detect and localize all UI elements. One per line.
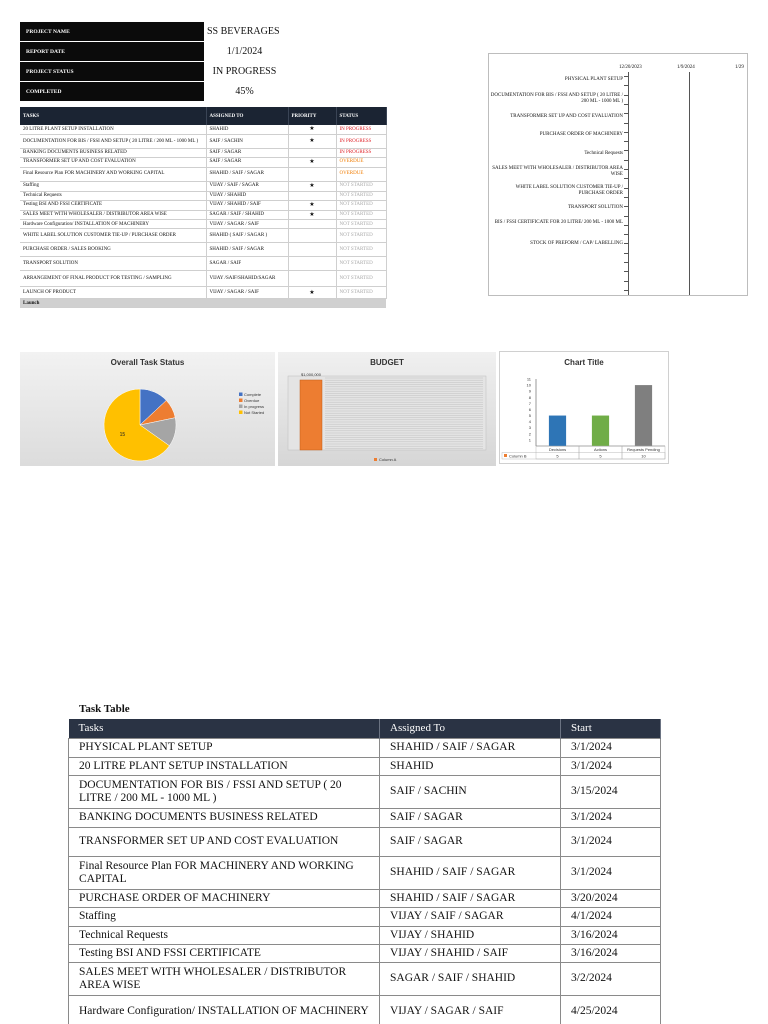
task-status-header-row — [20, 107, 386, 125]
assigned-cell: VIJAY / SAIF / SAGAR — [206, 181, 288, 191]
task-cell: Final Resource Plan FOR MACHINERY AND WORKING CAPITAL — [20, 167, 206, 181]
overall-task-status-chart[interactable] — [20, 352, 275, 466]
task-cell: Final Resource Plan FOR MACHINERY AND WORKING CAPITAL — [69, 856, 380, 889]
gantt-tick — [624, 160, 628, 161]
gantt-task-label: WHITE LABEL SOLUTION CUSTOMER TIE-UP / PURCHASE ORDER — [515, 185, 623, 196]
bar-y-tick-label: 9 — [528, 388, 531, 394]
status-cell: NOT STARTED — [336, 271, 386, 287]
task-table-row[interactable] — [69, 808, 661, 827]
status-cell: OVERDUE — [336, 167, 386, 181]
gantt-tick — [624, 132, 628, 133]
task-row[interactable] — [20, 257, 386, 271]
pie-data-label: 15 — [119, 432, 126, 439]
status-cell: NOT STARTED — [336, 210, 386, 220]
start-date-cell: 3/1/2024 — [561, 808, 661, 827]
task-cell: Testing BSI AND FSSI CERTIFICATE — [69, 944, 380, 962]
gantt-tick — [624, 216, 628, 217]
gantt-task-label: TRANSFORMER SET UP AND COST EVALUATION — [510, 114, 623, 119]
task-table-title: Task Table — [79, 703, 130, 715]
bar — [635, 385, 652, 446]
start-date-cell: 3/1/2024 — [561, 856, 661, 889]
completed-value[interactable]: 45% — [235, 86, 254, 97]
gantt-tick — [624, 178, 628, 179]
pie-legend-swatch — [239, 405, 243, 409]
priority-cell: ★ — [288, 210, 336, 220]
gantt-task-label: DOCUMENTATION FOR BIS / FSSI AND SETUP ( 20 LITRE / 200 ML - 1000 ML ) — [490, 93, 623, 104]
task-cell: PURCHASE ORDER OF MACHINERY — [69, 889, 380, 907]
budget-chart-svg — [278, 352, 496, 466]
task-cell: Technical Requests — [20, 191, 206, 200]
bar-chart-title: Chart Title — [564, 358, 604, 367]
assigned-cell: VIJAY /SAIF/SHAHID/SAGAR — [206, 271, 288, 287]
assigned-cell: SAGAR / SAIF — [206, 257, 288, 271]
priority-cell: ★ — [288, 181, 336, 191]
gantt-tick — [624, 169, 628, 170]
start-date-cell: 3/1/2024 — [561, 757, 661, 775]
task-table-row[interactable] — [69, 738, 661, 757]
assigned-cell: SAIF / SACHIN — [206, 134, 288, 148]
status-cell: NOT STARTED — [336, 181, 386, 191]
budget-data-label: $1,000,000 — [300, 372, 322, 377]
budget-legend-swatch — [374, 458, 377, 461]
task-cell: Technical Requests — [69, 926, 380, 944]
completed-label: COMPLETED — [20, 82, 204, 101]
bar-category-label: Requests Pending — [627, 447, 660, 452]
report-date-value[interactable]: 1/1/2024 — [226, 46, 263, 57]
bar-y-tick-label: 8 — [528, 394, 531, 400]
assigned-cell: SAIF / SACHIN — [380, 775, 561, 808]
start-date-cell: 3/20/2024 — [561, 889, 661, 907]
gantt-task-label: SALES MEET WITH WHOLESALER / DISTRIBUTOR AREA WISE — [492, 166, 623, 177]
task-row[interactable] — [20, 271, 386, 287]
assigned-cell: SAIF / SAGAR — [380, 808, 561, 827]
assigned-cell: SAIF / SAGAR — [206, 148, 288, 157]
gantt-tick — [624, 197, 628, 198]
start-date-cell: 3/2/2024 — [561, 962, 661, 995]
bar-y-tick-label: 5 — [528, 413, 531, 419]
task-table-row[interactable] — [69, 926, 661, 944]
bar-y-tick-label: 11 — [526, 376, 531, 382]
footer-launch-label: Launch — [20, 299, 386, 308]
gantt-tick — [624, 243, 628, 244]
task-cell: 20 LITRE PLANT SETUP INSTALLATION — [69, 757, 380, 775]
gantt-tick — [624, 206, 628, 207]
header-priority: PRIORITY — [288, 107, 336, 125]
budget-chart[interactable] — [278, 352, 496, 466]
status-cell: NOT STARTED — [336, 200, 386, 210]
gantt-axis — [628, 72, 629, 296]
priority-cell — [288, 191, 336, 200]
pie-legend-label: Overdue — [244, 398, 260, 403]
gantt-tick — [624, 95, 628, 96]
assigned-cell: VIJAY / SAGAR / SAIF — [206, 287, 288, 299]
task-table-row[interactable] — [69, 962, 661, 995]
priority-cell: ★ — [288, 287, 336, 299]
assigned-cell: SHAHID — [206, 125, 288, 134]
status-cell: OVERDUE — [336, 157, 386, 167]
assigned-cell: VIJAY / SHAHID — [380, 926, 561, 944]
assigned-cell: SAGAR / SAIF / SHAHID — [206, 210, 288, 220]
task-table-row[interactable] — [69, 907, 661, 926]
priority-cell: ★ — [288, 200, 336, 210]
status-cell: NOT STARTED — [336, 191, 386, 200]
gantt-tick — [624, 262, 628, 263]
project-info — [20, 22, 285, 102]
bar-category-label: Actions — [593, 447, 608, 452]
status-cell: NOT STARTED — [336, 257, 386, 271]
priority-cell — [288, 271, 336, 287]
bar-y-tick-label: 7 — [528, 400, 531, 406]
pie-legend-label: In progress — [244, 404, 265, 409]
assigned-cell: SHAHID / SAIF / SAGAR — [380, 856, 561, 889]
status-cell: NOT STARTED — [336, 287, 386, 299]
task-row[interactable] — [20, 181, 386, 191]
task-cell: SALES MEET WITH WHOLESALER / DISTRIBUTOR AREA WISE — [20, 210, 206, 220]
task-row[interactable] — [20, 229, 386, 243]
pie-legend-swatch — [239, 411, 243, 415]
header-tasks-2: Tasks — [69, 719, 380, 738]
task-table-row[interactable] — [69, 757, 661, 775]
task-cell: PURCHASE ORDER / SALES BOOKING — [20, 243, 206, 257]
task-cell: TRANSPORT SOLUTION — [20, 257, 206, 271]
gantt-tick — [624, 290, 628, 291]
task-cell: WHITE LABEL SOLUTION CUSTOMER TIE-UP / PURCHASE ORDER — [20, 229, 206, 243]
task-cell: TRANSFORMER SET UP AND COST EVALUATION — [69, 827, 380, 856]
gantt-task-label: PURCHASE ORDER OF MACHINERY — [539, 132, 623, 137]
task-cell: TRANSFORMER SET UP AND COST EVALUATION — [20, 157, 206, 167]
report-date-label: REPORT DATE — [20, 42, 204, 61]
budget-bar — [300, 380, 322, 450]
project-status-value[interactable]: IN PROGRESS — [212, 66, 277, 77]
gantt-tick — [624, 281, 628, 282]
gantt-tick — [624, 234, 628, 235]
task-row[interactable] — [20, 157, 386, 167]
bar-y-tick-label: 2 — [528, 431, 531, 437]
assigned-cell: VIJAY / SHAHID / SAIF — [380, 944, 561, 962]
priority-cell — [288, 220, 336, 229]
gantt-date-label: 1/9/2024 — [677, 65, 695, 70]
assigned-cell: VIJAY / SHAHID / SAIF — [206, 200, 288, 210]
project-name-row — [20, 22, 285, 42]
assigned-cell: SHAHID / SAIF / SAGAR — [380, 738, 561, 757]
gantt-task-label: TRANSPORT SOLUTION — [567, 205, 623, 210]
priority-cell — [288, 257, 336, 271]
task-row[interactable] — [20, 287, 386, 299]
project-status-label: PROJECT STATUS — [20, 62, 204, 81]
task-table — [68, 719, 661, 1024]
bar-data-value: 5 — [599, 453, 602, 459]
gantt-tick — [624, 85, 628, 86]
bar-category-label: Decisions — [548, 447, 567, 452]
task-table-body — [69, 738, 661, 1024]
bar-y-tick-label: 6 — [528, 406, 531, 412]
task-cell: SALES MEET WITH WHOLESALER / DISTRIBUTOR AREA WISE — [69, 962, 380, 995]
status-cell: IN PROGRESS — [336, 148, 386, 157]
gantt-tick — [624, 104, 628, 105]
start-date-cell: 4/25/2024 — [561, 995, 661, 1024]
gantt-gridline — [689, 72, 690, 296]
bar-data-value: 10 — [641, 453, 646, 459]
task-row[interactable] — [20, 134, 386, 148]
status-cell: IN PROGRESS — [336, 134, 386, 148]
status-cell: NOT STARTED — [336, 229, 386, 243]
assigned-cell: SHAHID / SAIF / SAGAR — [206, 243, 288, 257]
budget-legend-label: Column A — [379, 457, 397, 462]
task-cell: Staffing — [20, 181, 206, 191]
assigned-cell: VIJAY / SAGAR / SAIF — [380, 995, 561, 1024]
task-table-row[interactable] — [69, 995, 661, 1024]
task-row[interactable] — [20, 200, 386, 210]
priority-cell: ★ — [288, 125, 336, 134]
gantt-tick — [624, 188, 628, 189]
task-table-row[interactable] — [69, 944, 661, 962]
priority-cell — [288, 243, 336, 257]
priority-cell — [288, 229, 336, 243]
task-cell: Staffing — [69, 907, 380, 926]
task-row[interactable] — [20, 210, 386, 220]
task-cell: Hardware Configuration/ INSTALLATION OF MACHINERY — [69, 995, 380, 1024]
pie-legend-swatch — [239, 399, 243, 403]
bar-chart-svg — [500, 352, 670, 465]
assigned-cell: VIJAY / SHAHID — [206, 191, 288, 200]
gantt-tick — [624, 113, 628, 114]
status-cell: NOT STARTED — [336, 220, 386, 229]
assigned-cell: SHAHID ( SAIF / SAGAR ) — [206, 229, 288, 243]
gantt-date-axis — [489, 65, 747, 75]
assigned-cell: VIJAY / SAGAR / SAIF — [206, 220, 288, 229]
task-row[interactable] — [20, 167, 386, 181]
start-date-cell: 3/15/2024 — [561, 775, 661, 808]
task-cell: Hardware Configuration/ INSTALLATION OF MACHINERY — [20, 220, 206, 229]
bar-y-tick-label: 1 — [528, 437, 531, 443]
gantt-tick — [624, 225, 628, 226]
assigned-cell: SHAHID / SAIF / SAGAR — [380, 889, 561, 907]
task-status-table — [20, 107, 387, 308]
gantt-tick — [624, 141, 628, 142]
gantt-task-label: STOCK OF PREFORM / CAP/ LABELLING — [530, 241, 623, 246]
header-status: STATUS — [336, 107, 386, 125]
pie-legend-label: Complete — [244, 392, 262, 397]
task-cell: ARRANGEMENT OF FINAL PRODUCT FOR TESTING / SAMPLING — [20, 271, 206, 287]
task-row[interactable] — [20, 243, 386, 257]
gantt-task-label: Technical Requests — [584, 151, 623, 156]
bar-y-tick-label: 4 — [528, 419, 531, 425]
bar-legend-swatch — [504, 454, 507, 457]
gantt-tick — [624, 123, 628, 124]
project-name-label: PROJECT NAME — [20, 22, 204, 41]
assigned-cell: SAIF / SAGAR — [206, 157, 288, 167]
bar-y-tick-label: 10 — [526, 382, 531, 388]
status-cell: IN PROGRESS — [336, 125, 386, 134]
gantt-chart[interactable] — [488, 53, 748, 296]
priority-cell: ★ — [288, 157, 336, 167]
task-row[interactable] — [20, 125, 386, 134]
bar-data-value: 5 — [556, 453, 559, 459]
requests-bar-chart[interactable] — [499, 351, 669, 464]
bar — [592, 416, 609, 446]
priority-cell — [288, 148, 336, 157]
pie-chart-title: Overall Task Status — [110, 358, 185, 367]
task-table-footer-row — [20, 299, 386, 308]
task-cell: DOCUMENTATION FOR BIS / FSSI AND SETUP ( 20 LITRE / 200 ML - 1000 ML ) — [69, 775, 380, 808]
task-status-body — [20, 125, 386, 308]
gantt-date-label: 12/20/2023 — [619, 65, 642, 70]
task-row[interactable] — [20, 220, 386, 229]
task-cell: DOCUMENTATION FOR BIS / FSSI AND SETUP ( 20 LITRE / 200 ML - 1000 ML ) — [20, 134, 206, 148]
start-date-cell: 3/16/2024 — [561, 944, 661, 962]
task-table-row[interactable] — [69, 775, 661, 808]
pie-legend-swatch — [239, 393, 243, 397]
task-cell: PHYSICAL PLANT SETUP — [69, 738, 380, 757]
assigned-cell: SHAHID / SAIF / SAGAR — [206, 167, 288, 181]
task-row[interactable] — [20, 191, 386, 200]
assigned-cell: SAIF / SAGAR — [380, 827, 561, 856]
header-start: Start — [561, 719, 661, 738]
report-date-row — [20, 42, 285, 62]
gantt-tick — [624, 150, 628, 151]
gantt-date-label: 1/29 — [735, 65, 744, 70]
gantt-tick — [624, 76, 628, 77]
budget-chart-title: BUDGET — [370, 358, 404, 367]
gantt-tick — [624, 253, 628, 254]
completed-row — [20, 82, 285, 102]
assigned-cell: VIJAY / SAIF / SAGAR — [380, 907, 561, 926]
start-date-cell: 3/16/2024 — [561, 926, 661, 944]
bar — [549, 416, 566, 446]
header-assigned-to-2: Assigned To — [380, 719, 561, 738]
start-date-cell: 3/1/2024 — [561, 827, 661, 856]
gantt-task-label: BIS / FSSI CERTIFICATE FOR 20 LITRE/ 200 ML - 1000 ML — [494, 220, 623, 225]
assigned-cell: SAGAR / SAIF / SHAHID — [380, 962, 561, 995]
task-cell: BANKING DOCUMENTS BUSINESS RELATED — [20, 148, 206, 157]
pie-chart-svg — [20, 352, 275, 466]
task-table-row[interactable] — [69, 889, 661, 907]
task-cell: Testing BSI AND FSSI CERTIFICATE — [20, 200, 206, 210]
task-table-row[interactable] — [69, 827, 661, 856]
task-cell: LAUNCH OF PRODUCT — [20, 287, 206, 299]
task-row[interactable] — [20, 148, 386, 157]
priority-cell — [288, 167, 336, 181]
header-assigned-to: ASSIGNED TO — [206, 107, 288, 125]
project-status-row — [20, 62, 285, 82]
start-date-cell: 4/1/2024 — [561, 907, 661, 926]
task-cell: 20 LITRE PLANT SETUP INSTALLATION — [20, 125, 206, 134]
priority-cell: ★ — [288, 134, 336, 148]
bar-y-tick-label: 3 — [528, 425, 531, 431]
status-cell: NOT STARTED — [336, 243, 386, 257]
task-table-header-row — [69, 719, 661, 738]
task-table-row[interactable] — [69, 856, 661, 889]
gantt-task-label: PHYSICAL PLANT SETUP — [564, 77, 623, 82]
task-cell: BANKING DOCUMENTS BUSINESS RELATED — [69, 808, 380, 827]
start-date-cell: 3/1/2024 — [561, 738, 661, 757]
pie-legend-label: Not Started — [244, 410, 265, 415]
header-tasks: TASKS — [20, 107, 206, 125]
assigned-cell: SHAHID — [380, 757, 561, 775]
bar-legend-label: Column B — [509, 453, 527, 459]
project-name-value[interactable]: SS BEVERAGES — [207, 26, 280, 37]
gantt-tick — [624, 271, 628, 272]
